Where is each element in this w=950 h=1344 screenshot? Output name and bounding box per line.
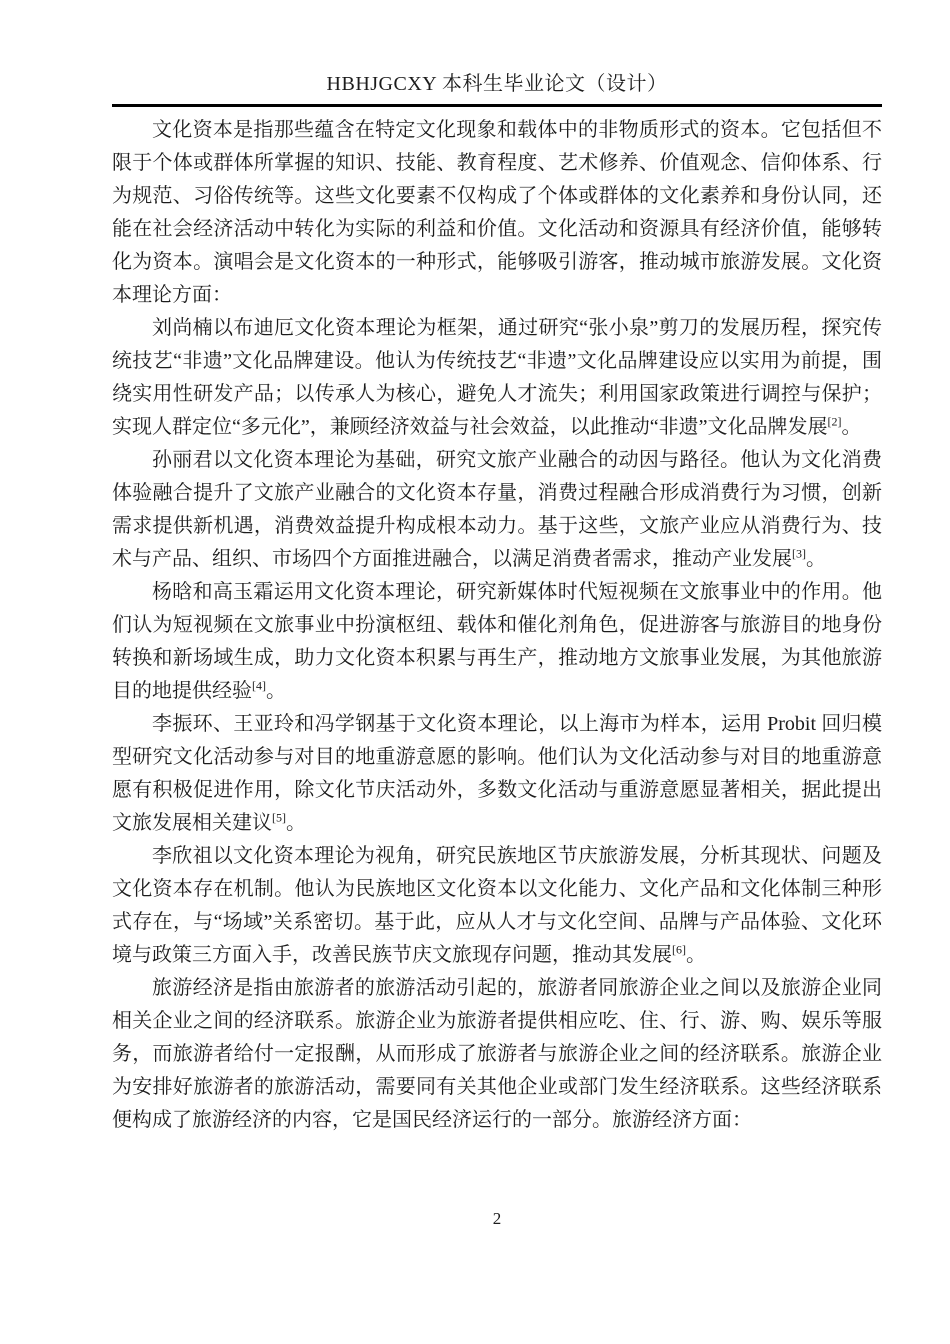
page-footer <box>112 1208 882 1230</box>
citation-ref: [2] <box>827 414 842 429</box>
header-rule <box>112 104 882 107</box>
citation-ref: [4] <box>252 678 266 693</box>
header-title: HBHJGCXY 本科生毕业论文（设计） <box>326 73 668 95</box>
paragraph: 旅游经济是指由旅游者的旅游活动引起的，旅游者同旅游企业之间以及旅游企业同相关企业之间的经济联系。旅游企业为旅游者提供相应吃、住、行、游、购、娱乐等服务，而旅游者给付一定报酬，从而形成了旅游者与旅游企业之间的经济联系。旅游企业为安排好旅游者的旅游活动，需要同有关其他企业或部门发生经济联系。这些经济联系便构成了旅游经济的内容，它是国民经济运行的一部分。旅游经济方面： <box>112 977 882 1131</box>
paragraph: 文化资本是指那些蕴含在特定文化现象和载体中的非物质形式的资本。它包括但不限于个体或群体所掌握的知识、技能、教育程度、艺术修养、价值观念、信仰体系、行为规范、习俗传统等。这些文化要素不仅构成了个体或群体的文化素养和身份认同，还能在社会经济活动中转化为实际的利益和价值。文化活动和资源具有经济价值，能够转化为资本。演唱会是文化资本的一种形式，能够吸引游客，推动城市旅游发展。文化资本理论方面： <box>112 119 882 306</box>
paragraph: 李振环、王亚玲和冯学钢基于文化资本理论，以上海市为样本，运用 Probit 回归模型研究文化活动参与对目的地重游意愿的影响。他们认为文化活动参与对目的地重游意愿有积极促进作用，除文化节庆活动外，多数文化活动与重游意愿显著相关，据此提出文旅发展相关建议[5]。 <box>112 713 882 834</box>
citation-ref: [6] <box>672 942 686 957</box>
document-body <box>112 114 882 1137</box>
paragraph: 孙丽君以文化资本理论为基础，研究文旅产业融合的动因与路径。他认为文化消费体验融合提升了文旅产业融合的文化资本存量，消费过程融合形成消费行为习惯，创新需求提供新机遇，消费效益提升构成根本动力。基于这些，文旅产业应从消费行为、技术与产品、组织、市场四个方面推进融合，以满足消费者需求，推动产业发展[3]。 <box>112 449 882 570</box>
citation-ref: [5] <box>272 810 286 825</box>
page-number: 2 <box>492 1209 502 1228</box>
paragraph: 杨晗和高玉霜运用文化资本理论，研究新媒体时代短视频在文旅事业中的作用。他们认为短视频在文旅事业中扮演枢纽、载体和催化剂角色，促进游客与旅游目的地身份转换和新场域生成，助力文化资本积累与再生产，推动地方文旅事业发展，为其他旅游目的地提供经验[4]。 <box>112 581 882 702</box>
citation-ref: [3] <box>792 546 806 561</box>
paragraph: 李欣祖以文化资本理论为视角，研究民族地区节庆旅游发展，分析其现状、问题及文化资本存在机制。他认为民族地区文化资本以文化能力、文化产品和文化体制三种形式存在，与“场域”关系密切。基于此，应从人才与文化空间、品牌与产品体验、文化环境与政策三方面入手，改善民族节庆文旅现存问题，推动其发展[6]。 <box>112 845 882 966</box>
paragraph: 刘尚楠以布迪厄文化资本理论为框架，通过研究“张小泉”剪刀的发展历程，探究传统技艺“非遗”文化品牌建设。他认为传统技艺“非遗”文化品牌建设应以实用为前提，围绕实用性研发产品；以传承人为核心，避免人才流失；利用国家政策进行调控与保护；实现人群定位“多元化”，兼顾经济效益与社会效益，以此推动“非遗”文化品牌发展[2]。 <box>112 317 882 438</box>
page-header <box>112 71 882 97</box>
